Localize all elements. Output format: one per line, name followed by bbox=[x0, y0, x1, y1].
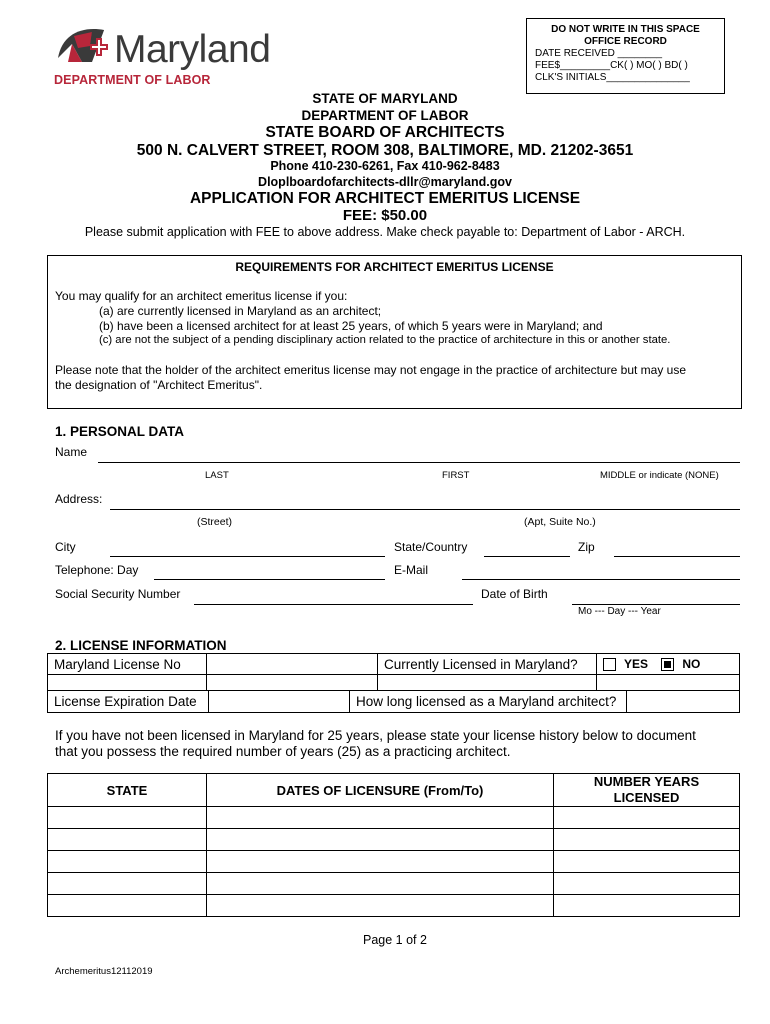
requirement-c: (c) are not the subject of a pending disciplinary action related to the practice of architecture in this or another state. bbox=[99, 334, 671, 346]
spacer-cell bbox=[378, 675, 597, 691]
dates-cell[interactable] bbox=[207, 873, 554, 895]
office-clk-initials: CLK'S INITIALS_______________ bbox=[535, 72, 690, 83]
requirements-note-2: the designation of "Architect Emeritus". bbox=[55, 378, 263, 392]
submit-instructions: Please submit application with FEE to above address. Make check payable to: Department of Labor - ARCH. bbox=[84, 225, 686, 239]
md-license-no-field[interactable] bbox=[207, 654, 378, 675]
name-field[interactable] bbox=[98, 462, 740, 463]
state-country-label: State/Country bbox=[394, 540, 468, 554]
md-license-no-label: Maryland License No bbox=[48, 654, 207, 675]
table-row bbox=[48, 895, 740, 917]
spacer-cell bbox=[48, 675, 207, 691]
no-label: NO bbox=[682, 656, 701, 671]
logo-department: DEPARTMENT OF LABOR bbox=[54, 73, 211, 87]
table-row bbox=[48, 807, 740, 829]
history-note-1: If you have not been licensed in Maryland for 25 years, please state your license history below to document bbox=[55, 728, 696, 743]
first-name-caption: FIRST bbox=[442, 470, 470, 481]
requirements-note-1: Please note that the holder of the architect emeritus license may not engage in the practice of architecture but may use bbox=[55, 363, 687, 377]
col-years-header-line-1: NUMBER YEARS bbox=[593, 774, 700, 789]
license-info-table bbox=[47, 653, 740, 691]
logo-wordmark: Maryland bbox=[114, 28, 271, 71]
state-cell[interactable] bbox=[48, 807, 207, 829]
history-note-2: that you possess the required number of years (25) as a practicing architect. bbox=[55, 744, 511, 759]
address-field[interactable] bbox=[110, 509, 740, 510]
header-email: Dloplboardofarchitects-dllr@maryland.gov bbox=[258, 175, 512, 189]
dob-format-caption: Mo --- Day --- Year bbox=[578, 606, 661, 617]
address-label: Address: bbox=[55, 492, 103, 506]
currently-licensed-label: Currently Licensed in Maryland? bbox=[378, 654, 597, 675]
years-cell[interactable] bbox=[554, 895, 740, 917]
dob-label: Date of Birth bbox=[481, 587, 548, 601]
spacer-cell bbox=[597, 675, 740, 691]
expiration-label: License Expiration Date bbox=[48, 691, 209, 713]
header-board: STATE BOARD OF ARCHITECTS bbox=[265, 124, 505, 141]
dates-cell[interactable] bbox=[207, 829, 554, 851]
requirement-a: (a) are currently licensed in Maryland as an architect; bbox=[99, 304, 382, 318]
telephone-label: Telephone: Day bbox=[55, 563, 139, 577]
dates-cell[interactable] bbox=[207, 895, 554, 917]
office-fees: FEE$_________CK( ) MO( ) BD( ) bbox=[535, 60, 688, 71]
page-number: Page 1 of 2 bbox=[363, 933, 427, 947]
ssn-field[interactable] bbox=[194, 604, 473, 605]
requirements-title: REQUIREMENTS FOR ARCHITECT EMERITUS LICENSE bbox=[235, 260, 554, 274]
table-row bbox=[48, 851, 740, 873]
col-years-header-line-2: LICENSED bbox=[613, 790, 680, 805]
expiration-field[interactable] bbox=[209, 691, 350, 713]
email-field[interactable] bbox=[462, 579, 740, 580]
no-checkbox[interactable] bbox=[661, 658, 674, 671]
office-heading-2: OFFICE RECORD bbox=[584, 36, 667, 47]
state-cell[interactable] bbox=[48, 895, 207, 917]
header-phone: Phone 410-230-6261, Fax 410-962-8483 bbox=[270, 159, 500, 173]
office-heading-1: DO NOT WRITE IN THIS SPACE bbox=[551, 24, 700, 35]
yes-label: YES bbox=[624, 656, 649, 671]
middle-name-caption: MIDDLE or indicate (NONE) bbox=[600, 470, 719, 481]
license-history-table bbox=[47, 773, 740, 917]
header-state: STATE OF MARYLAND bbox=[312, 91, 458, 106]
zip-label: Zip bbox=[578, 540, 595, 554]
state-cell[interactable] bbox=[48, 873, 207, 895]
apt-caption: (Apt, Suite No.) bbox=[524, 516, 596, 528]
spacer-cell bbox=[207, 675, 378, 691]
col-years-header bbox=[554, 774, 740, 807]
col-dates-header: DATES OF LICENSURE (From/To) bbox=[207, 774, 554, 807]
ssn-label: Social Security Number bbox=[55, 587, 181, 601]
years-cell[interactable] bbox=[554, 873, 740, 895]
email-label: E-Mail bbox=[394, 563, 429, 577]
form-title: APPLICATION FOR ARCHITECT EMERITUS LICENSE bbox=[189, 190, 581, 207]
telephone-field[interactable] bbox=[154, 579, 385, 580]
form-code: Archemeritus12112019 bbox=[55, 966, 153, 977]
street-caption: (Street) bbox=[197, 516, 233, 528]
how-long-field[interactable] bbox=[627, 691, 740, 713]
state-country-field[interactable] bbox=[484, 556, 570, 557]
license-expiration-table bbox=[47, 690, 740, 713]
years-cell[interactable] bbox=[554, 851, 740, 873]
dates-cell[interactable] bbox=[207, 807, 554, 829]
zip-field[interactable] bbox=[614, 556, 740, 557]
header-department: DEPARTMENT OF LABOR bbox=[301, 108, 469, 123]
yes-checkbox[interactable] bbox=[603, 658, 616, 671]
header-address: 500 N. CALVERT STREET, ROOM 308, BALTIMORE, MD. 21202-3651 bbox=[136, 142, 634, 159]
city-field[interactable] bbox=[110, 556, 385, 557]
office-record-box bbox=[526, 18, 725, 94]
state-cell[interactable] bbox=[48, 829, 207, 851]
name-label: Name bbox=[55, 445, 88, 459]
years-cell[interactable] bbox=[554, 829, 740, 851]
dates-cell[interactable] bbox=[207, 851, 554, 873]
last-name-caption: LAST bbox=[205, 470, 229, 481]
licensed-yes-no-cell bbox=[597, 654, 740, 675]
years-cell[interactable] bbox=[554, 807, 740, 829]
state-cell[interactable] bbox=[48, 851, 207, 873]
form-fee: FEE: $50.00 bbox=[342, 207, 428, 224]
table-row bbox=[48, 829, 740, 851]
requirements-intro: You may qualify for an architect emeritus license if you: bbox=[55, 289, 348, 303]
how-long-label: How long licensed as a Maryland architect? bbox=[350, 691, 627, 713]
maryland-flag-logo-icon bbox=[52, 24, 112, 64]
license-info-heading: 2. LICENSE INFORMATION bbox=[55, 638, 227, 653]
table-row bbox=[48, 873, 740, 895]
dob-field[interactable] bbox=[572, 604, 740, 605]
personal-data-heading: 1. PERSONAL DATA bbox=[55, 424, 185, 439]
office-date-received: DATE RECEIVED ________ bbox=[535, 48, 663, 59]
col-state-header: STATE bbox=[48, 774, 207, 807]
city-label: City bbox=[55, 540, 76, 554]
requirement-b: (b) have been a licensed architect for at least 25 years, of which 5 years were in Maryland; and bbox=[99, 319, 603, 333]
